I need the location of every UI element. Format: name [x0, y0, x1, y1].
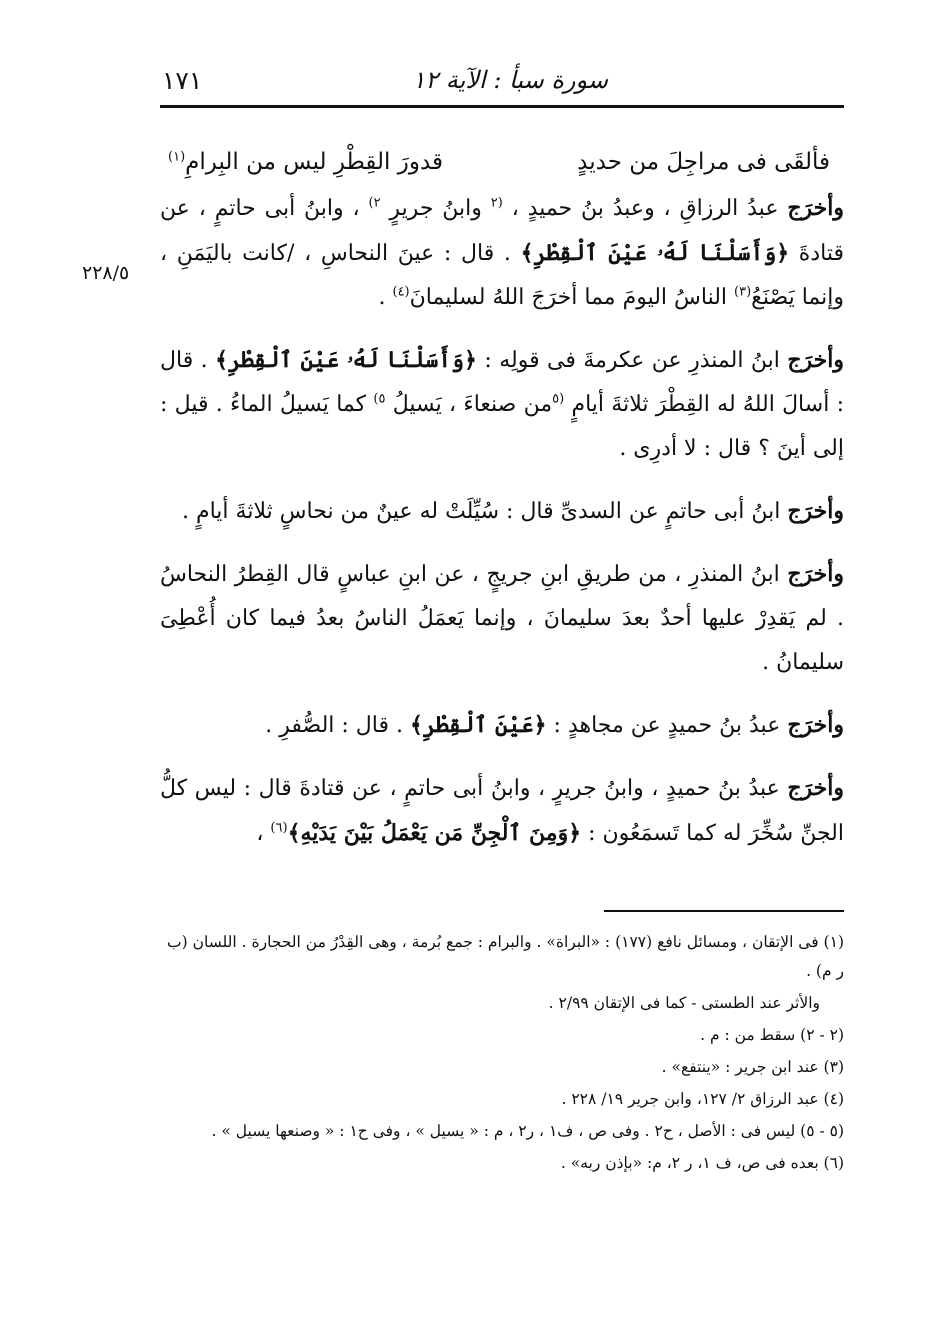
footnote-ref: ٢) [368, 195, 381, 211]
paragraph-lead: وأخرَج [787, 712, 844, 738]
paragraph-6 [160, 766, 844, 856]
paragraph-4 [160, 552, 844, 685]
header-rule [160, 105, 844, 108]
footnote-ref: (٣) [734, 284, 752, 300]
paragraph-text: عبدُ بنُ حميدٍ ، وابنُ جريرٍ ، وابنُ أبى حاتمٍ ، عن قتادةَ قال : ليس كلُّ الجنِّ سُخِّرَ له كما تَسمَعُون : [160, 776, 844, 846]
paragraph-text: ابنُ أبى حاتمٍ عن السدىِّ قال : سُيِّلَتْ له عينٌ من نحاسٍ ثلاثةَ أيامٍ . [181, 499, 788, 524]
quran-quote: ﴿عَيْنَ ٱلْقِطْرِ﴾ [409, 712, 547, 738]
paragraph-lead: وأخرَج [787, 195, 844, 221]
quran-quote: ﴿وَأَسَلْنَا لَهُۥ عَيْنَ ٱلْقِطْرِ﴾ [520, 240, 790, 266]
running-title: سورة سبأ : الآية ١٢ [412, 66, 608, 94]
footnote-ref: (٦) [270, 820, 288, 836]
paragraph-text: الناسُ اليومَ مما أخرَجَ اللهُ لسليمانَ [409, 285, 735, 310]
paragraph-text: . قال : الصُّفرِ . [265, 713, 410, 738]
footnote-ref: ٥) [373, 391, 386, 407]
footnote-item: (٥ - ٥) ليس فى : الأصل ، ح٢ . وفى ص ، ف١ ، ر٢ ، م : « يسيل » ، وفى ح١ : « وصنعها يسيل » . [211, 1122, 844, 1140]
paragraph-text: . [378, 285, 393, 310]
paragraph-text: ابنُ المنذرِ عن عكرمةَ فى قولِه : [476, 348, 788, 373]
footnote-rule [604, 910, 844, 912]
verse-text: فألقَى فى مراجِلَ من حديدٍ [577, 149, 830, 175]
footnote-item: (٣) عند ابن جرير : «ينتفع» . [661, 1058, 844, 1076]
paragraph-text: . قال : عينَ النحاسِ ، /كانت باليَمَنِ ، وإنما يَصْنَعُ [160, 241, 844, 310]
footnote-item: (٢ - ٢) سقط من : م . [700, 1026, 844, 1044]
page-number: ١٧١ [162, 66, 203, 95]
paragraph-text: ، وابنُ أبى حاتمٍ ، عن قتادةَ [160, 196, 844, 266]
paragraph-text: من صنعاءَ ، يَسيلُ [385, 392, 553, 417]
footnote-item: (٤) عبد الرزاق ٢/ ١٢٧، وابن جرير ١٩/ ٢٢٨ . [561, 1090, 844, 1108]
footnotes [160, 928, 844, 1181]
footnote-item: (٦) بعده فى ص، ف ١، ر ٢، م: «بإذن ربه» . [560, 1154, 844, 1172]
paragraph-3 [160, 489, 844, 534]
running-head [160, 62, 844, 102]
paragraph-text: عبدُ بنُ حميدٍ عن مجاهدٍ : [546, 713, 788, 738]
verse-text: قدورَ القِطْرِ ليس من البِرامِ [185, 149, 444, 175]
margin-reference: ٢٢٨/٥ [82, 262, 130, 284]
verse-left-hemistich [168, 140, 443, 184]
paragraph-1 [160, 186, 844, 320]
quran-quote: ﴿وَأَسَلْنَا لَهُۥ عَيْنَ ٱلْقِطْرِ﴾ [215, 347, 477, 373]
footnote-ref: (٢ [490, 195, 503, 211]
quran-quote: ﴿وَمِنَ ٱلْجِنِّ مَن يَعْمَلُ بَيْنَ يَدَيْهِ﴾ [287, 820, 582, 846]
main-text [160, 140, 844, 856]
paragraph-text: عبدُ الرزاقِ ، وعبدُ بنُ حميدٍ ، [502, 196, 788, 221]
paragraph-text: وابنُ جريرٍ [380, 196, 491, 221]
paragraph-text: . قال : أسالَ اللهُ له القِطْرَ ثلاثةَ أيامٍ [160, 348, 844, 417]
paragraph-5 [160, 703, 844, 748]
paragraph-lead: وأخرَج [787, 775, 844, 801]
paragraph-lead: وأخرَج [787, 561, 844, 587]
poetry-verse [160, 140, 844, 184]
paragraph-lead: وأخرَج [787, 347, 844, 373]
footnote-item: والأثر عند الطستى - كما فى الإتقان ٢/٩٩ . [548, 994, 820, 1012]
paragraph-text: ، [256, 821, 271, 846]
footnote-ref: (٥ [552, 391, 565, 407]
footnote-item: (١) فى الإتقان ، ومسائل نافع (١٧٧) : «البراة» . والبرام : جمع بُرمة ، وهى القِدْرُ من الحجارة . اللسان (ب ر م) . [167, 933, 844, 980]
paragraph-text: ابنُ المنذرِ ، من طريقِ ابنِ جريجٍ ، عن ابنِ عباسٍ قال القِطرُ النحاسُ . لم يَقدِرْ عليها أحدٌ بعدَ سليمانَ ، وإنما يَعمَلُ الناسُ بعدُ فيما كان أُعْطِىَ سليمانُ . [160, 562, 844, 675]
paragraph-text: كما يَسيلُ الماءُ . قيل : إلى أينَ ؟ قال : لا أدرِى . [160, 392, 844, 461]
paragraph-2 [160, 338, 844, 471]
footnote-ref: (٤) [392, 284, 410, 300]
paragraph-lead: وأخرَج [787, 498, 844, 524]
footnote-ref: (١) [168, 149, 186, 165]
verse-right-hemistich [577, 140, 830, 184]
